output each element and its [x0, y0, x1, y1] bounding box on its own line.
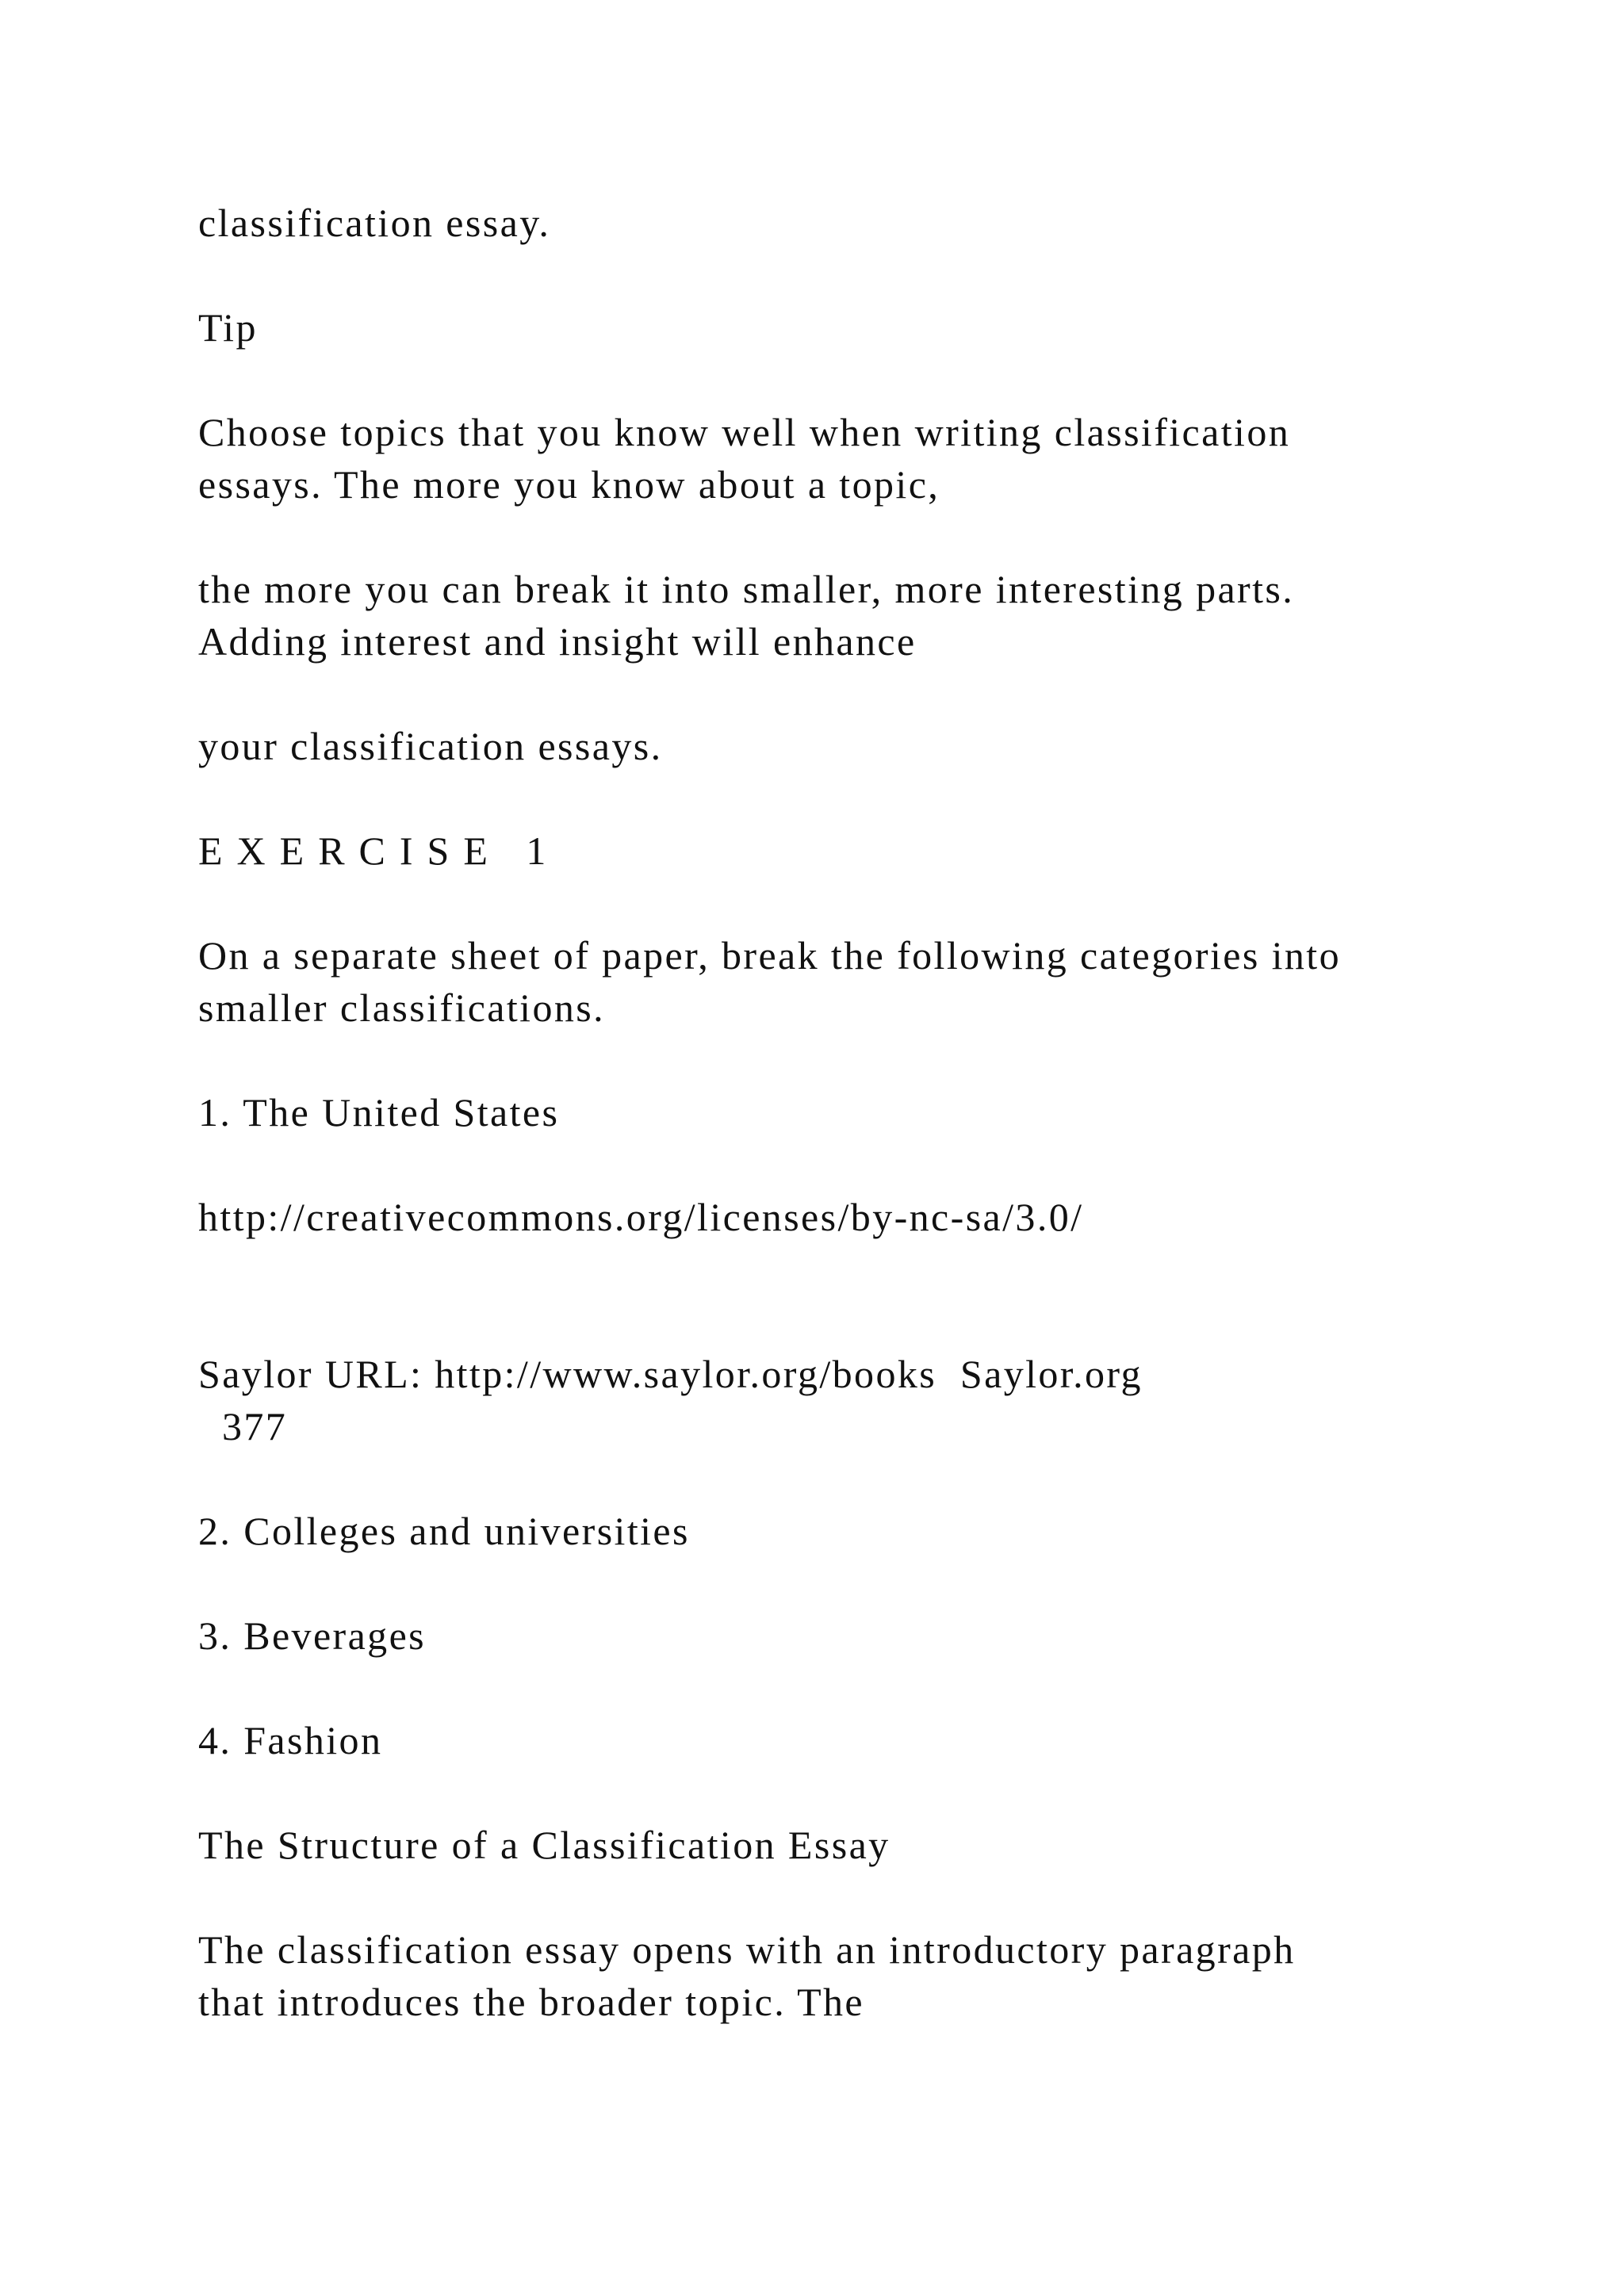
text-line: your classification essays.: [198, 724, 663, 768]
text-line: 4. Fashion: [198, 1718, 383, 1762]
text-line: essays. The more you know about a topic,: [198, 462, 940, 507]
text-line: Choose topics that you know well when writing classification: [198, 410, 1291, 454]
text-line: Tip: [198, 305, 258, 350]
text-line: On a separate sheet of paper, break the following categories into: [198, 933, 1341, 978]
text-line: the more you can break it into smaller, more interesting parts.: [198, 567, 1295, 611]
text-line: smaller classifications.: [198, 985, 606, 1030]
text-line: that introduces the broader topic. The: [198, 1980, 865, 2024]
text-line: The classification essay opens with an introductory paragraph: [198, 1927, 1296, 1972]
license-url: [198, 1191, 1546, 1243]
paragraph-tip-end: [198, 720, 1546, 772]
text-line: 2. Colleges and universities: [198, 1509, 690, 1553]
list-item: [198, 1505, 1546, 1557]
text-line: http://creativecommons.org/licenses/by-nc-sa/3.0/: [198, 1195, 1084, 1239]
exercise-heading: [198, 825, 1546, 877]
paragraph-essay-end: [198, 197, 1546, 249]
paragraph-tip-continued: [198, 563, 1546, 668]
text-line: 1. The United States: [198, 1090, 560, 1135]
paragraph-tip: [198, 406, 1546, 511]
page-number: 377: [222, 1404, 288, 1448]
text-line: The Structure of a Classification Essay: [198, 1823, 891, 1867]
page-footer: [198, 1348, 1546, 1452]
text-line: Adding interest and insight will enhance: [198, 619, 917, 664]
tip-heading: [198, 301, 1546, 354]
list-item: [198, 1086, 1546, 1138]
list-item: [198, 1714, 1546, 1766]
paragraph-exercise-instructions: [198, 929, 1546, 1034]
paragraph-structure: [198, 1923, 1546, 2028]
list-item: [198, 1609, 1546, 1662]
text-line: Saylor URL: http://www.saylor.org/books Saylor.org: [198, 1352, 1143, 1396]
text-line: classification essay.: [198, 201, 551, 245]
text-line: EXERCISE 1: [198, 828, 561, 873]
text-line: 3. Beverages: [198, 1613, 427, 1658]
section-heading: [198, 1819, 1546, 1871]
